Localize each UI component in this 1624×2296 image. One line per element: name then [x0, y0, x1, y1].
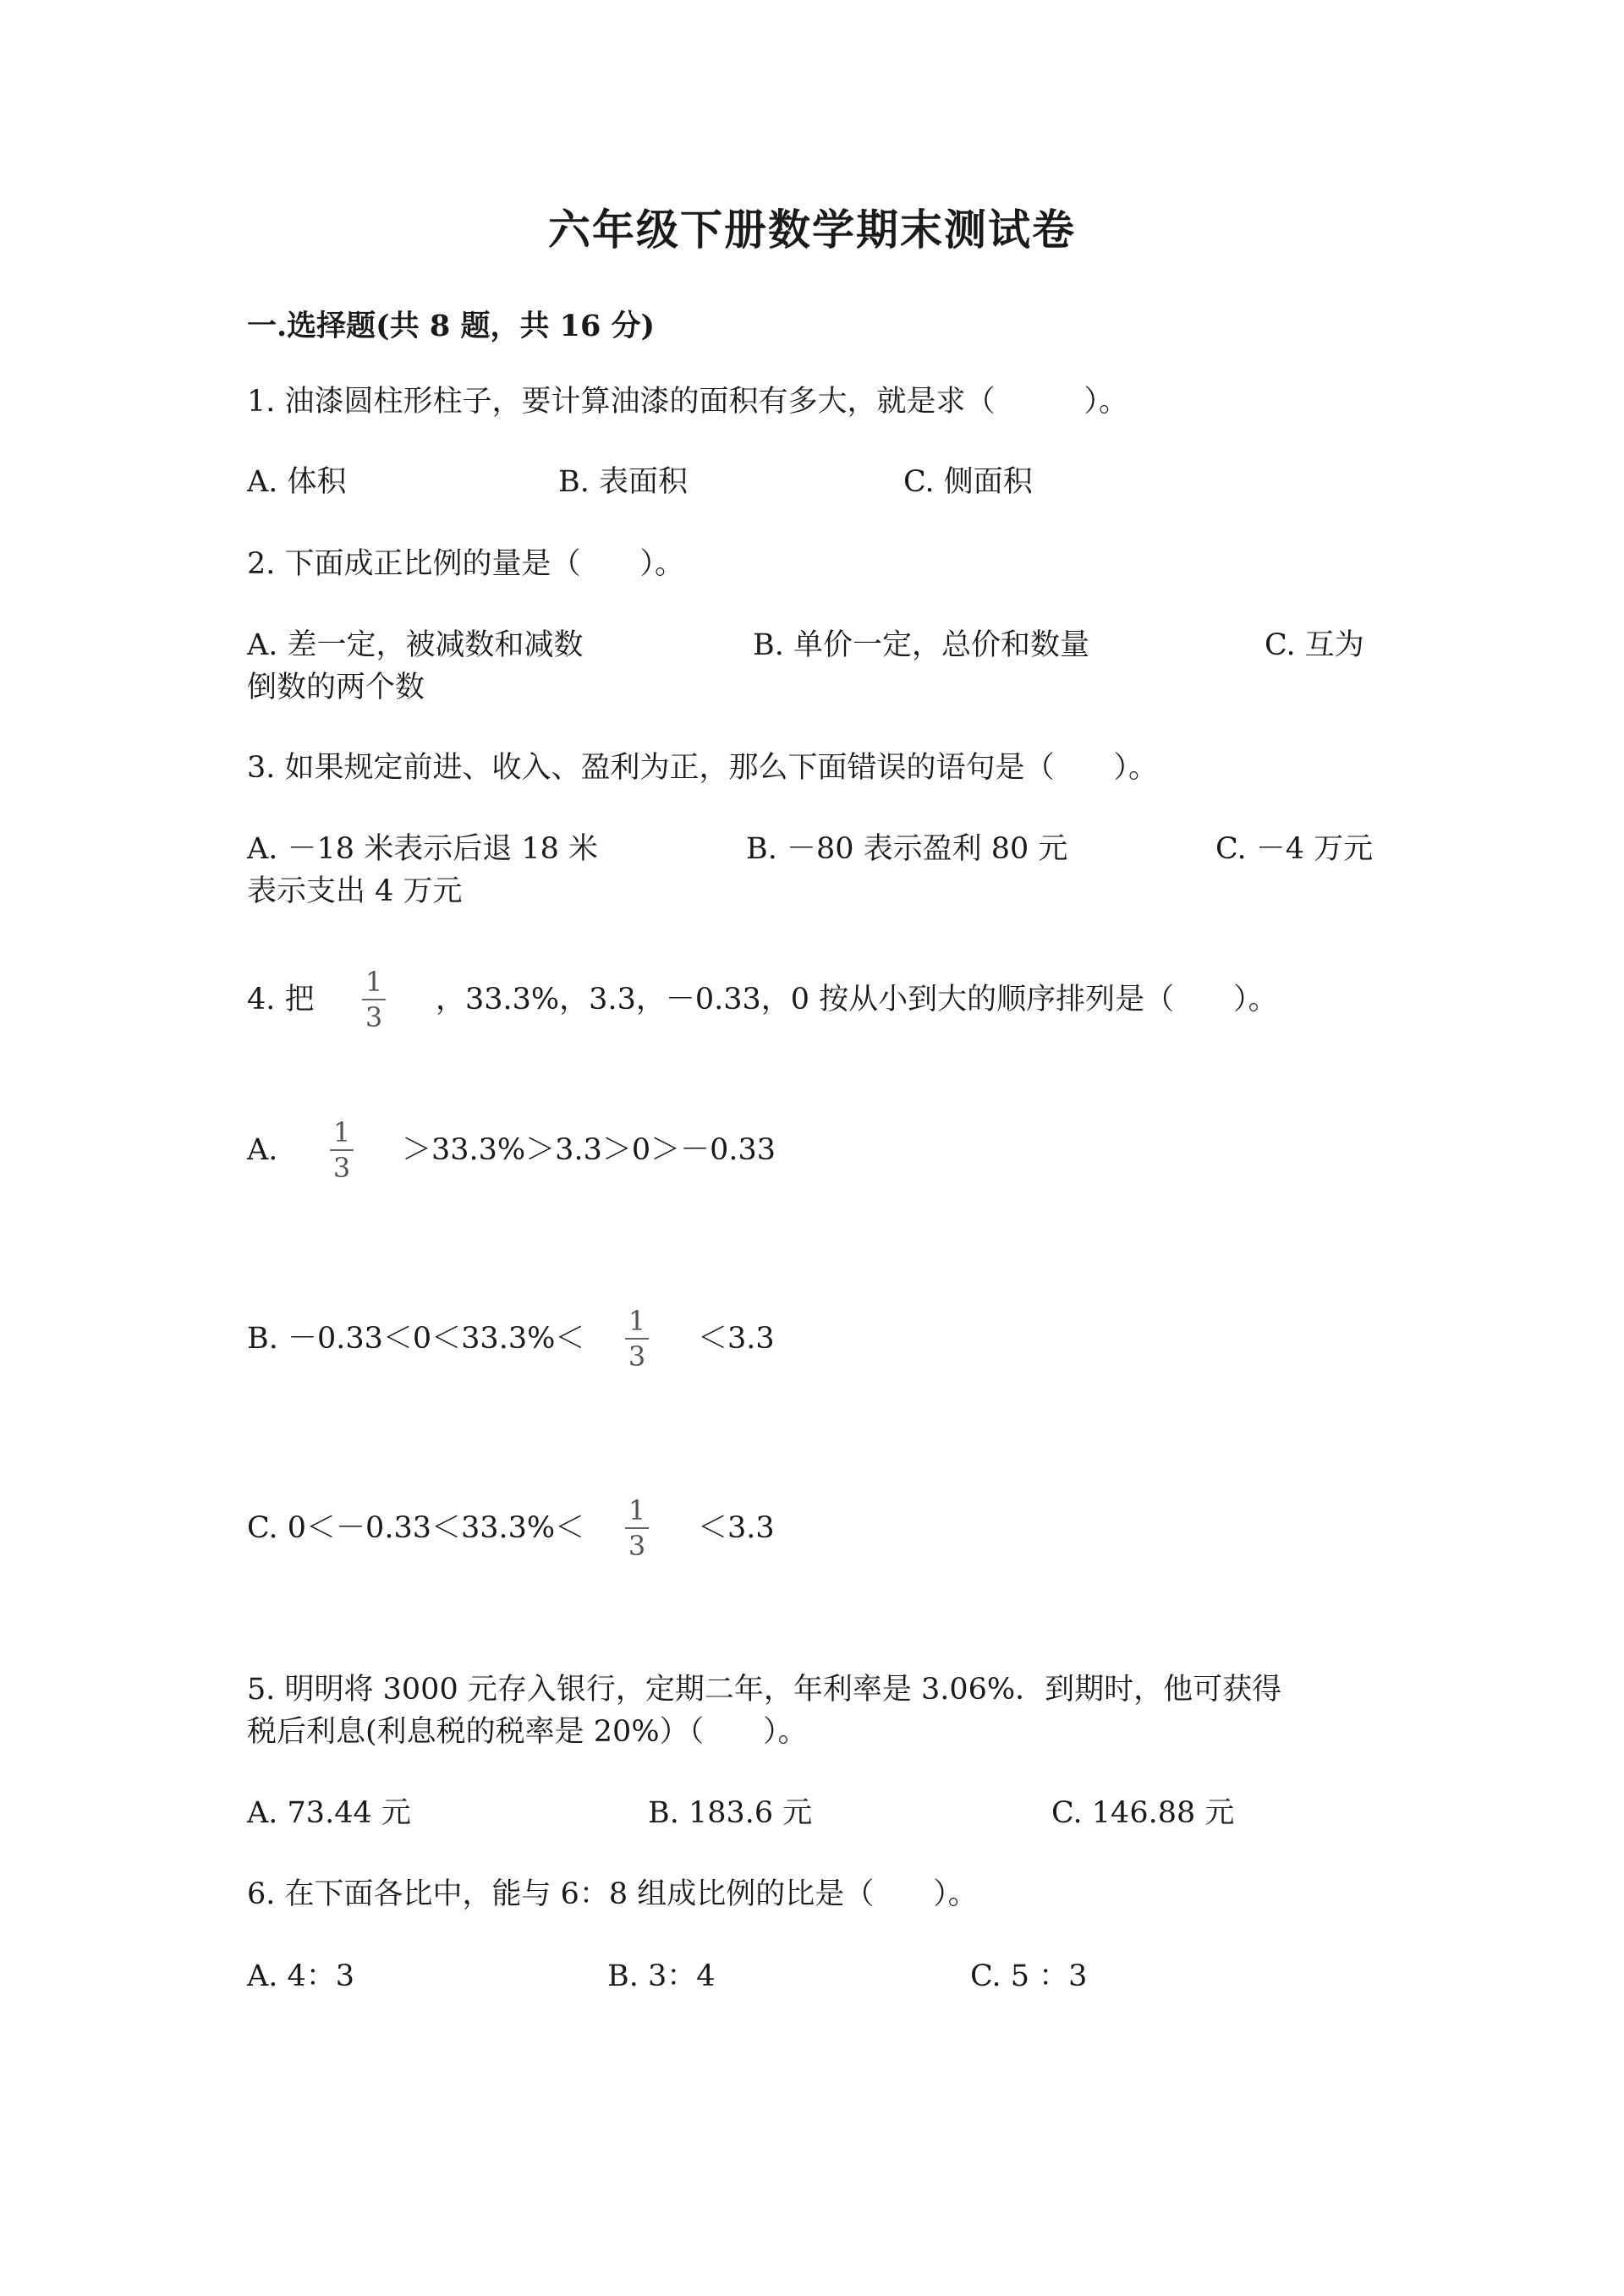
question-2-option-a: A. 差一定，被减数和减数: [247, 628, 584, 662]
question-5-option-b: B. 183.6 元: [648, 1796, 813, 1830]
question-5-option-c: C. 146.88 元: [1051, 1796, 1235, 1830]
question-4-option-c-fraction: [620, 1495, 654, 1561]
question-2-option-c-continued: 倒数的两个数: [247, 671, 425, 704]
question-4-option-c-end: ＜3.3: [698, 1511, 775, 1545]
question-4-stem-end: ，33.3%，3.3，－0.33，0 按从小到大的顺序排列是（ ）。: [436, 983, 1278, 1016]
fraction-denominator: 3: [628, 1530, 646, 1562]
question-2-stem: 2. 下面成正比例的量是（ ）。: [247, 547, 685, 581]
fraction-bar: [625, 1338, 649, 1340]
question-6-option-c: C. 5 ：3: [970, 1959, 1088, 1993]
page-title: 六年级下册数学期末测试卷: [548, 205, 1076, 255]
section-heading: 一.选择题(共 8 题，共 16 分): [247, 309, 656, 343]
question-5-stem: 5. 明明将 3000 元存入银行，定期二年，年利率是 3.06%．到期时，他可获得: [247, 1673, 1282, 1707]
fraction-bar: [625, 1527, 649, 1529]
fraction-bar: [330, 1149, 354, 1151]
fraction-numerator: 1: [332, 1116, 351, 1148]
question-6-stem: 6. 在下面各比中，能与 6：8 组成比例的比是（ ）。: [247, 1877, 978, 1911]
question-2-option-c: C. 互为: [1265, 628, 1364, 662]
question-4-fraction: [357, 967, 391, 1033]
question-5-stem-continued: 税后利息(利息税的税率是 20%）（ ）。: [247, 1715, 808, 1749]
fraction-bar: [362, 999, 386, 1000]
question-4-option-a-label: A.: [247, 1133, 278, 1167]
fraction-denominator: 3: [332, 1152, 351, 1184]
question-3-stem: 3. 如果规定前进、收入、盈利为正，那么下面错误的语句是（ ）。: [247, 751, 1159, 785]
question-6-option-a: A. 4：3: [247, 1959, 355, 1993]
question-4-option-b-fraction: [620, 1306, 654, 1372]
question-6-option-b: B. 3：4: [607, 1959, 716, 1993]
fraction-denominator: 3: [365, 1001, 383, 1033]
question-4-option-b-text: B. －0.33＜0＜33.3%＜: [247, 1322, 585, 1356]
question-1-stem: 1. 油漆圆柱形柱子，要计算油漆的面积有多大，就是求（ ）。: [247, 385, 1129, 419]
question-3-option-b: B. －80 表示盈利 80 元: [746, 832, 1068, 866]
question-2-option-b: B. 单价一定，总价和数量: [753, 628, 1089, 662]
fraction-denominator: 3: [628, 1340, 646, 1373]
question-5-option-a: A. 73.44 元: [247, 1796, 411, 1830]
question-3-option-c-continued: 表示支出 4 万元: [247, 874, 463, 908]
question-1-option-a: A. 体积: [247, 465, 347, 499]
question-4-option-a-fraction: [325, 1117, 359, 1183]
question-3-option-a: A. －18 米表示后退 18 米: [247, 832, 598, 866]
question-4-option-b-end: ＜3.3: [698, 1322, 775, 1356]
question-4-stem-start: 4. 把: [247, 983, 315, 1016]
question-1-option-b: B. 表面积: [558, 465, 688, 499]
question-4-option-c-text: C. 0＜－0.33＜33.3%＜: [247, 1511, 585, 1545]
fraction-numerator: 1: [628, 1305, 646, 1337]
fraction-numerator: 1: [628, 1494, 646, 1526]
question-4-option-a-text: ＞33.3%＞3.3＞0＞－0.33: [402, 1133, 776, 1167]
question-3-option-c: C. －4 万元: [1215, 832, 1374, 866]
fraction-numerator: 1: [365, 966, 383, 998]
question-1-option-c: C. 侧面积: [903, 465, 1033, 499]
